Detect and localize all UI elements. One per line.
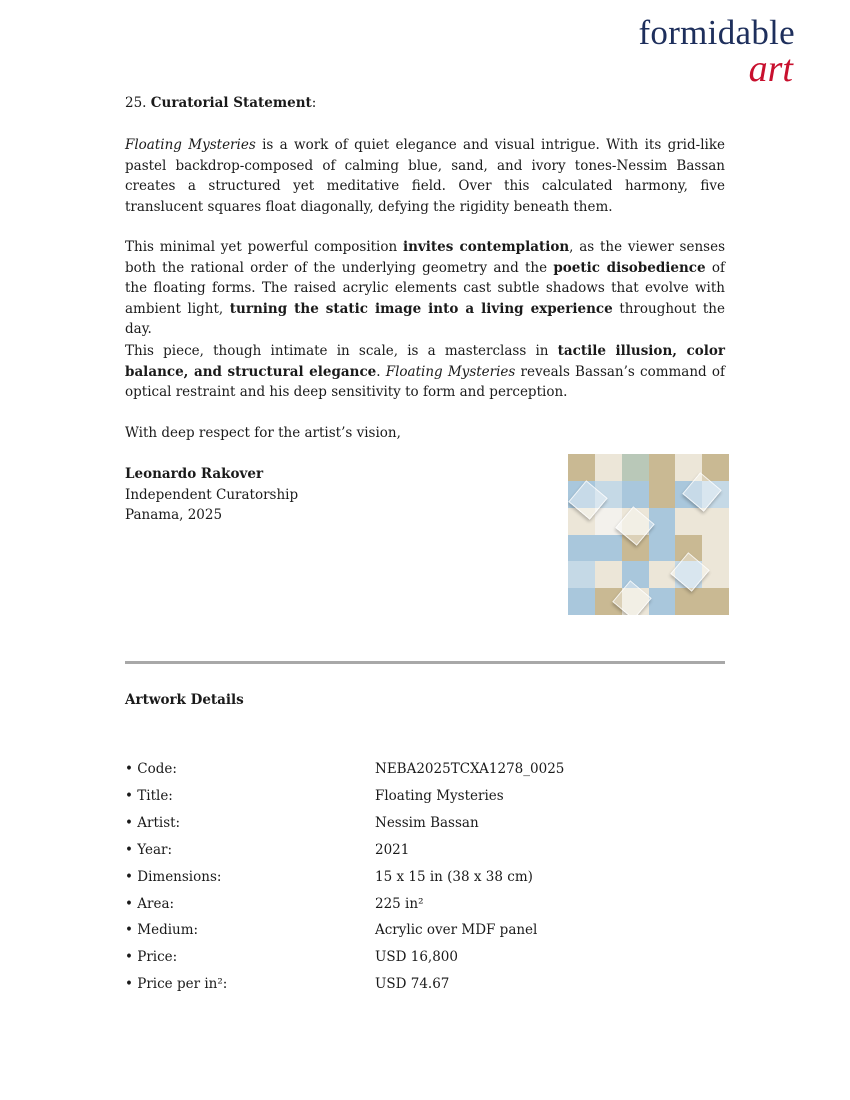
detail-value: NEBA2025TCXA1278_0025 <box>375 761 565 777</box>
logo-wordmark: formidable <box>638 13 795 52</box>
detail-row <box>125 813 725 833</box>
detail-label: • Artist: <box>125 814 181 831</box>
signature-name <box>125 464 263 485</box>
section-number: 25. <box>125 95 147 111</box>
paragraph-text: is a work of quiet elegance and visual intrigue. With its grid-like pastel backdrop-composed of calming blue, sand, and ivory tones-Nessim Bassan creates a structured yet meditative field. Over this calculated harmony, five translucent squares float diagonally, defying the rigidity beneath them. <box>125 137 725 215</box>
artwork-grid-cell <box>649 481 676 508</box>
detail-row <box>125 786 725 806</box>
paragraph-text: throughout the day. <box>125 300 725 338</box>
heading-colon: : <box>311 95 317 111</box>
paragraph-text: reveals Bassan’s command of optical restraint and his deep sensitivity to form and perception. <box>125 363 725 401</box>
detail-label: • Medium: <box>125 922 199 939</box>
artwork-grid-cell <box>702 588 729 615</box>
detail-label: • Year: <box>125 841 173 858</box>
detail-value: USD 74.67 <box>375 976 450 993</box>
closing-line: With deep respect for the artist’s vision, <box>125 425 401 441</box>
emphasis-text: invites contemplation <box>402 239 570 255</box>
artwork-grid-cell <box>568 561 595 588</box>
artwork-grid-cell <box>649 588 676 615</box>
logo-accent: art <box>748 48 793 90</box>
detail-value: 15 x 15 in (38 x 38 cm) <box>375 868 533 885</box>
detail-row <box>125 894 725 914</box>
section-divider <box>125 661 725 664</box>
detail-value: Floating Mysteries <box>375 787 504 804</box>
detail-value: 225 in² <box>375 895 424 912</box>
statement-paragraph-3 <box>125 341 725 403</box>
paragraph-text: , as the viewer senses both the rational order of the underlying geometry and the <box>125 239 725 276</box>
artwork-image <box>568 454 729 615</box>
artwork-grid-cell <box>675 508 702 535</box>
signature-role: Independent Curatorship <box>125 487 299 503</box>
artwork-grid-cell <box>568 454 595 481</box>
artwork-grid-cell <box>568 535 595 562</box>
artwork-grid-cell <box>702 535 729 562</box>
artwork-title-italic: Floating Mysteries <box>385 363 516 380</box>
detail-label: • Price: <box>125 949 178 966</box>
detail-label: • Title: <box>125 787 173 804</box>
detail-label: • Area: <box>125 895 175 912</box>
detail-row <box>125 867 725 887</box>
artwork-grid-cell <box>649 535 676 562</box>
detail-label: • Dimensions: <box>125 868 222 885</box>
statement-paragraph-1 <box>125 135 725 217</box>
signature-place: Panama, 2025 <box>125 507 223 523</box>
detail-row <box>125 974 725 994</box>
artwork-grid-cell <box>702 561 729 588</box>
artwork-grid-cell <box>702 508 729 535</box>
detail-row <box>125 920 725 940</box>
artwork-grid-cell <box>649 508 676 535</box>
statement-paragraph-2 <box>125 237 725 340</box>
detail-value: 2021 <box>375 841 410 858</box>
artwork-grid-cell <box>595 535 622 562</box>
details-heading-text: Artwork Details <box>125 692 244 708</box>
detail-value: Acrylic over MDF panel <box>375 922 538 939</box>
artwork-title-italic: Floating Mysteries <box>125 137 256 153</box>
curator-name: Leonardo Rakover <box>125 466 264 482</box>
section-title: Curatorial Statement <box>150 95 312 111</box>
paragraph-text: This minimal yet powerful composition <box>125 239 403 255</box>
artwork-grid-cell <box>595 561 622 588</box>
detail-value: Nessim Bassan <box>375 814 479 831</box>
artwork-grid-cell <box>622 454 649 481</box>
details-heading <box>125 690 244 711</box>
detail-label: • Price per in²: <box>125 976 228 993</box>
artwork-grid-cell <box>568 588 595 615</box>
detail-row <box>125 947 725 967</box>
paragraph-text: of the floating forms. The raised acrylic elements cast subtle shadows that evolve with ambient light, <box>125 259 725 317</box>
artwork-grid-cell <box>622 481 649 508</box>
artwork-grid-cell <box>675 588 702 615</box>
detail-row <box>125 759 725 779</box>
detail-row <box>125 840 725 860</box>
artwork-grid-cell <box>595 454 622 481</box>
emphasis-text: poetic disobedience <box>553 259 706 276</box>
emphasis-text: turning the static image into a living experience <box>229 300 613 317</box>
emphasis-text: tactile illusion, color balance, and structural elegance <box>125 343 726 380</box>
detail-value: USD 16,800 <box>375 949 458 966</box>
brand-logo <box>638 13 795 90</box>
detail-label: • Code: <box>125 761 177 777</box>
section-heading <box>125 93 316 114</box>
artwork-grid-cell <box>649 454 676 481</box>
paragraph-text: . <box>376 363 386 380</box>
paragraph-text: This piece, though intimate in scale, is a masterclass in <box>125 343 558 359</box>
